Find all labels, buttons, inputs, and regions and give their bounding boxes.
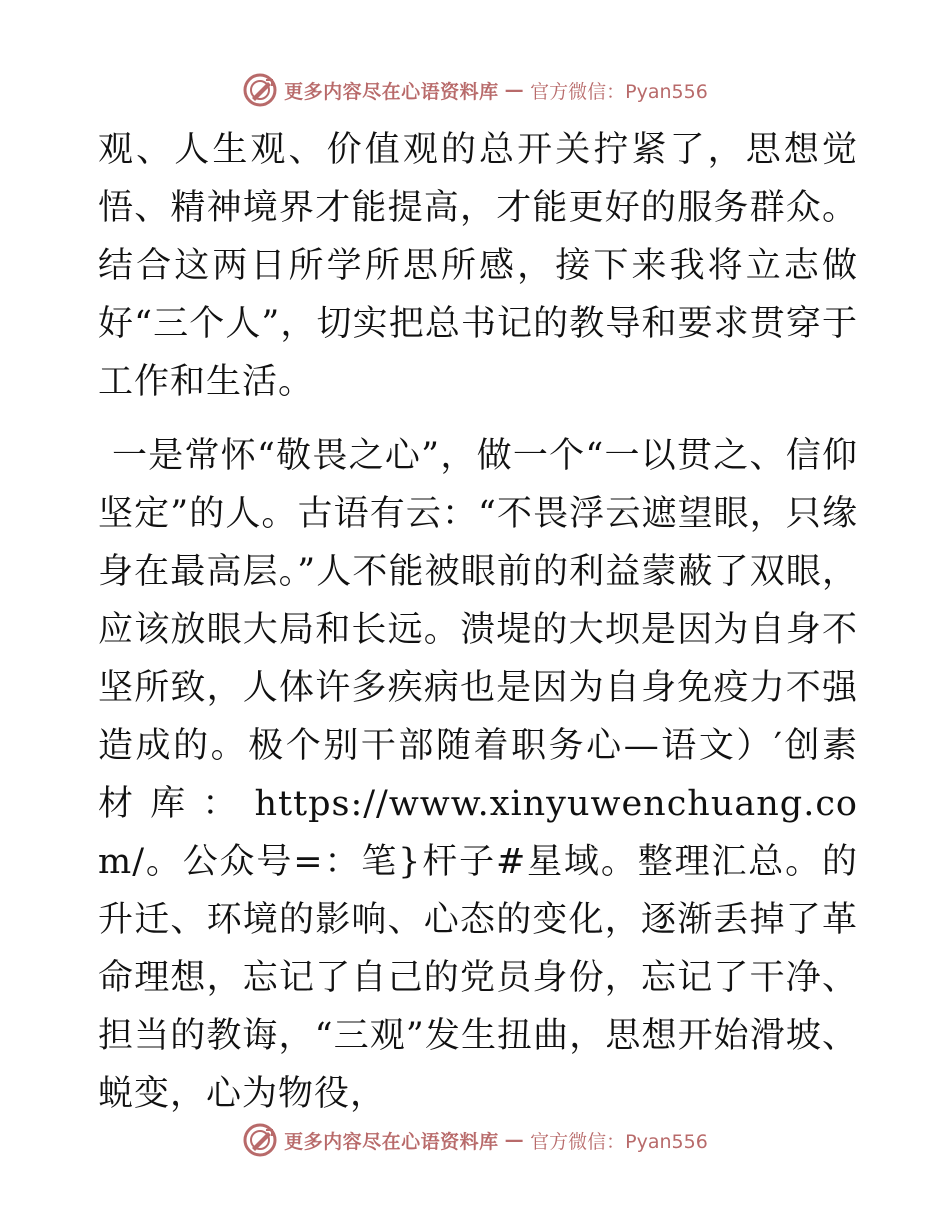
body-text <box>98 121 858 1123</box>
header-banner <box>0 70 950 110</box>
banner-separator: — <box>504 79 525 101</box>
brand-seal-icon <box>242 72 278 108</box>
banner-title: 更多内容尽在心语资料库 <box>284 1130 499 1153</box>
brand-seal-icon <box>242 1122 278 1158</box>
footer-banner <box>0 1120 950 1160</box>
banner-title: 更多内容尽在心语资料库 <box>284 80 499 103</box>
banner-separator: — <box>504 1129 525 1151</box>
banner-wechat: 官方微信：Pyan556 <box>530 80 708 103</box>
paragraph-1: 观、人生观、价值观的总开关拧紧了，思想觉悟、精神境界才能提高，才能更好的服务群众。结合这两日所学所思所感，接下来我将立志做好“三个人”，切实把总书记的教导和要求贯穿于工作和生活。 <box>98 130 858 402</box>
banner-wechat: 官方微信：Pyan556 <box>530 1130 708 1153</box>
paragraph-2: 一是常怀“敬畏之心”，做一个“一以贯之、信仰坚定”的人。古语有云：“不畏浮云遮望眼，只缘身在最高层。”人不能被眼前的利益蒙蔽了双眼，应该放眼大局和长远。溃堤的大坝是因为自身不坚所致，人体许多疾病也是因为自身免疫力不强造成的。极个别干部随着职务心—语文）′创素材库：https://www.xinyuwenchuang.com/。公众号=：笔}杆子#星域。整理汇总。的升迁、环境的影响、心态的变化，逐渐丢掉了革命理想，忘记了自己的党员身份，忘记了干净、担当的教诲，“三观”发生扭曲，思想开始滑坡、蜕变，心为物役， <box>98 436 858 1114</box>
